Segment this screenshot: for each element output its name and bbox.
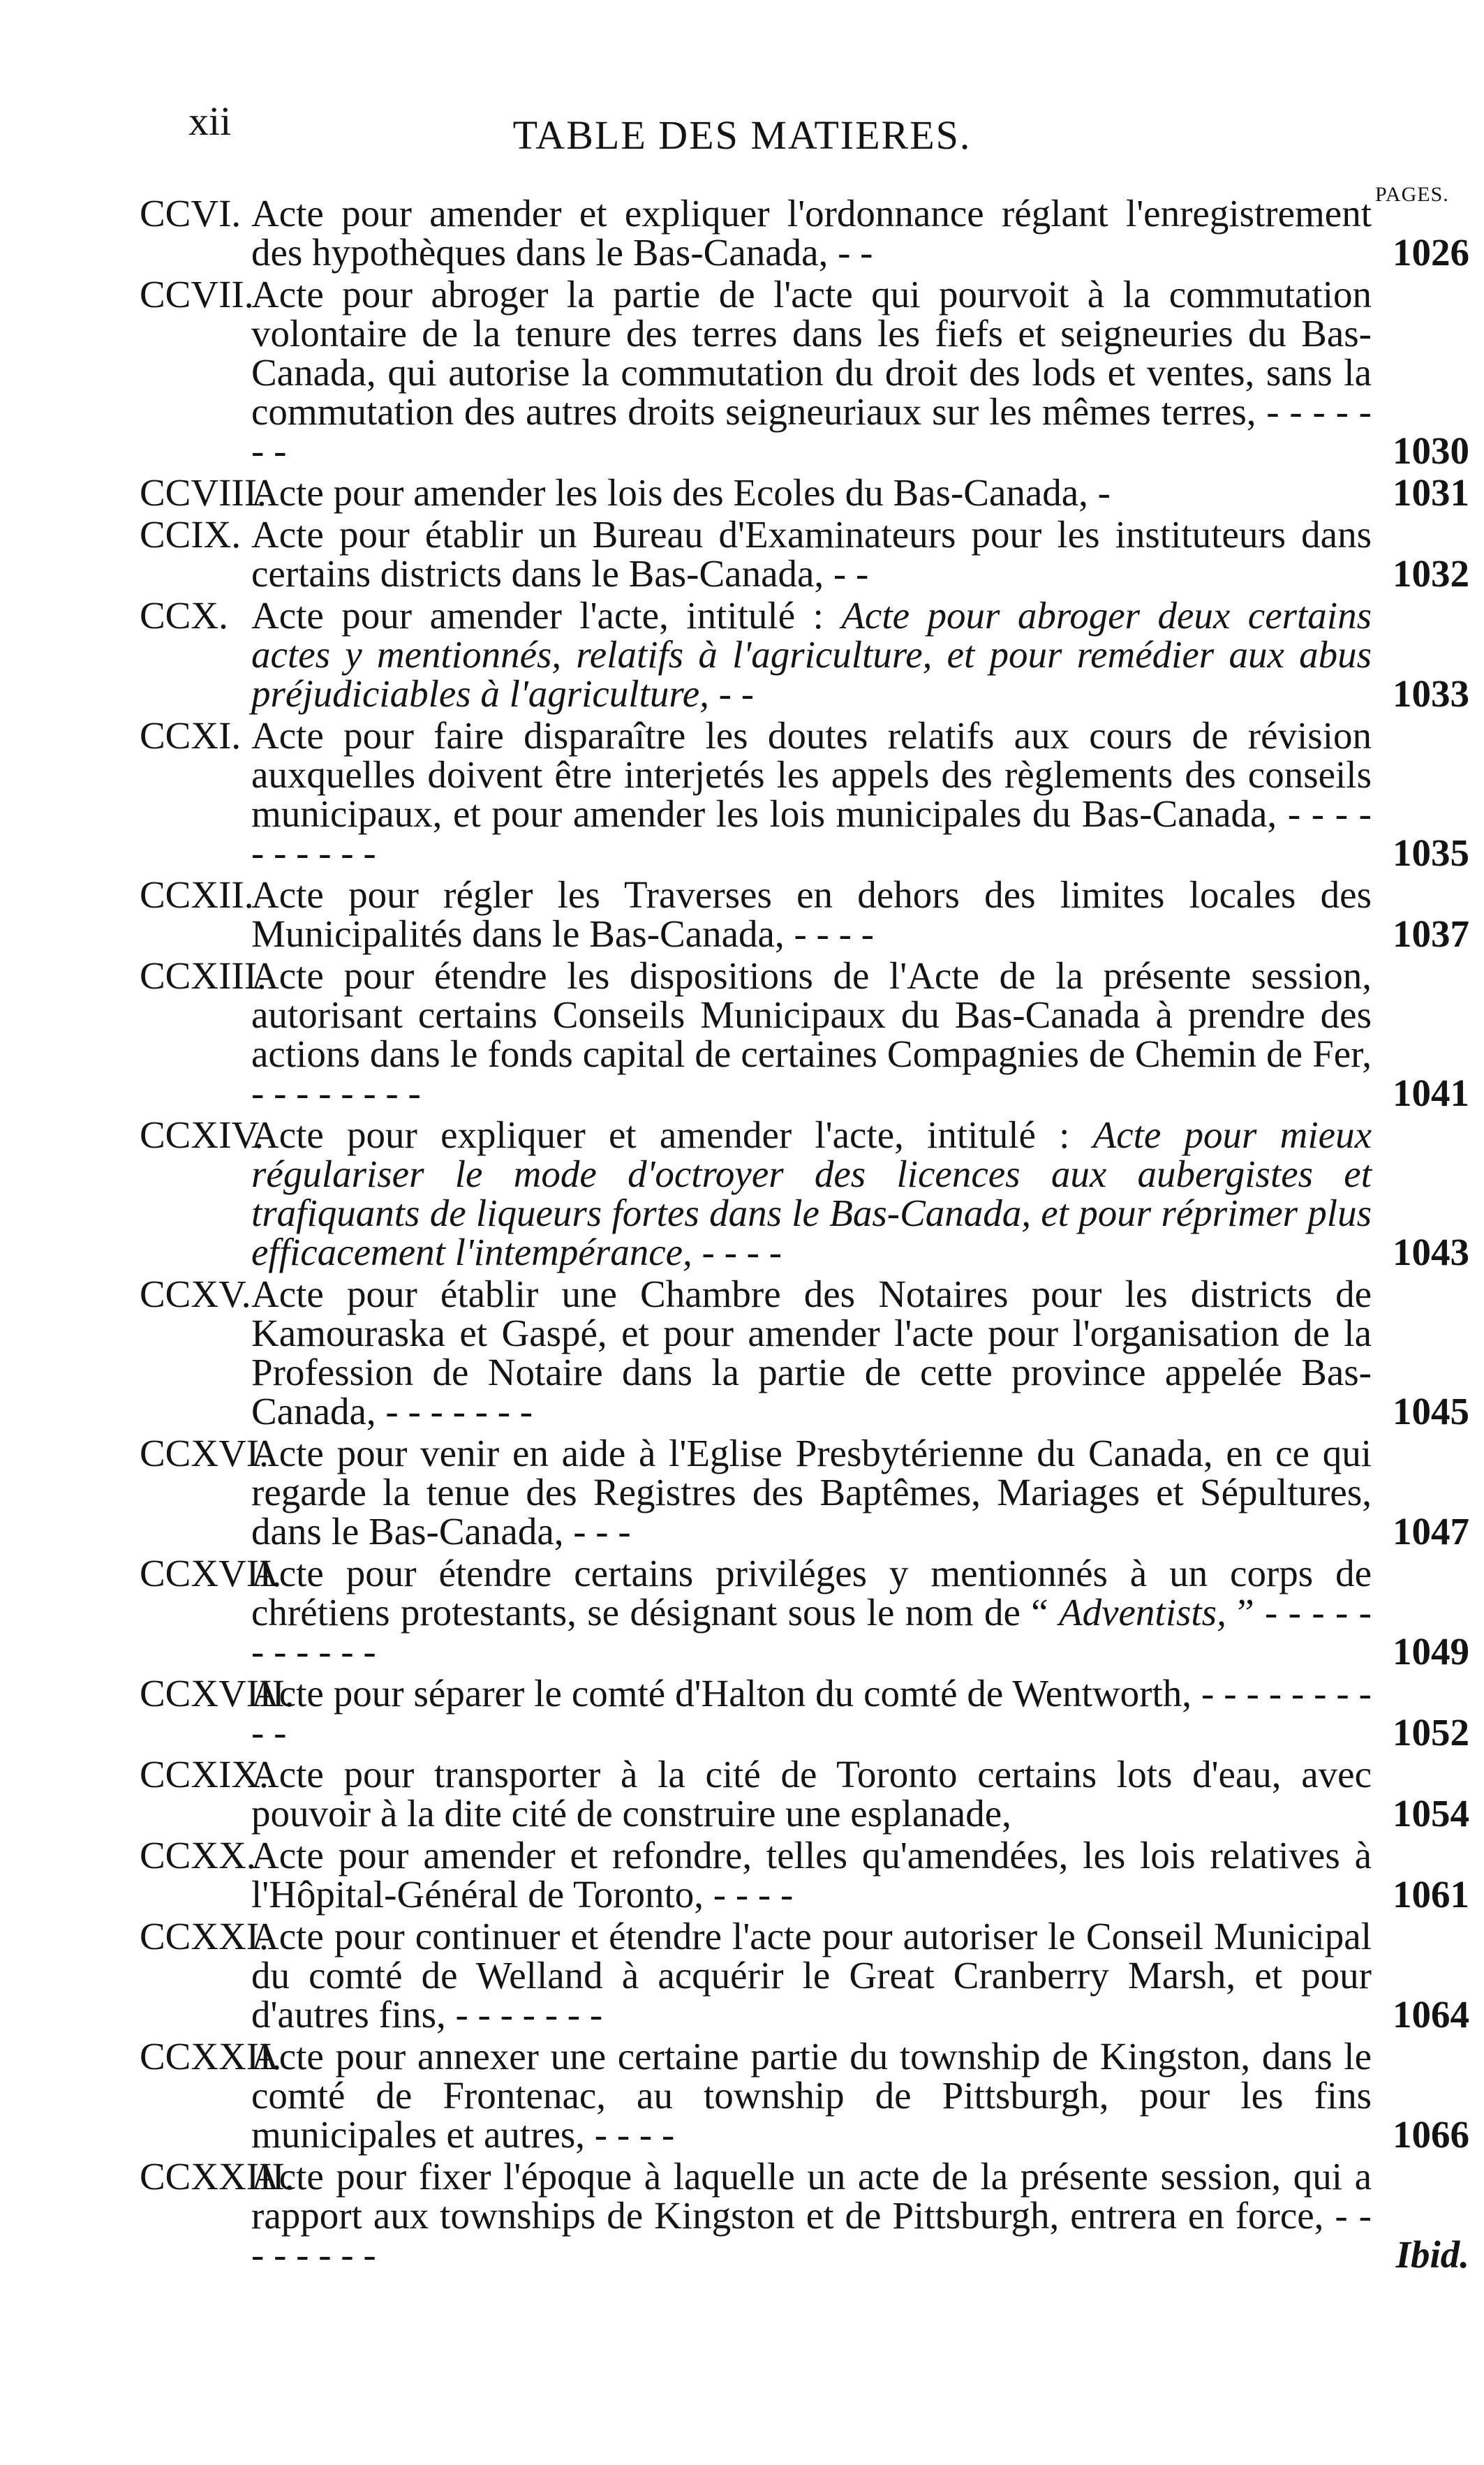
entry-number: CCXII. [140, 873, 254, 916]
entry-title [251, 194, 1372, 272]
page-title: TABLE DES MATIERES. [512, 112, 972, 158]
entry-leader: - - - - [692, 1231, 782, 1273]
entry-number: CCXXIII. [140, 2155, 295, 2198]
toc-entry [140, 1554, 1469, 1671]
entry-number: CCXV. [140, 1273, 251, 1315]
entry-text: Acte pour amender l'acte, intitulé : [251, 594, 842, 637]
entry-number: CCVIII. [140, 471, 267, 514]
entry-page-number: 1035 [1393, 831, 1469, 874]
toc-entry [140, 275, 1469, 471]
toc-entry [140, 716, 1469, 873]
table-of-contents [140, 194, 1469, 2277]
entry-page-number: 1030 [1393, 429, 1469, 472]
toc-entry [140, 1113, 1469, 1273]
entry-title [251, 1434, 1372, 1551]
entry-title [251, 1554, 1372, 1671]
entry-page-number: 1031 [1393, 471, 1469, 514]
entry-italic-title: Acte pour mieux régulariser le mode d'octroyer des licences aux aubergistes et trafiquants de liqueurs fortes dans le Bas-Canada, et pour réprimer plus efficacement l'intempérance, [251, 1113, 1372, 1273]
entry-title [251, 1917, 1372, 2034]
entry-title [251, 596, 1372, 713]
entry-number: CCXXII. [140, 2035, 282, 2078]
entry-text: Acte pour abroger la partie de l'acte qui pourvoit à la commutation volontaire de la tenure des terres dans les fiefs et seigneuries du Bas-Canada, qui autorise la commutation du droit des lods et ventes, sans la commutation des autres droits seigneuriaux sur les mêmes terres, - - - - - - - [251, 273, 1372, 472]
entry-title [251, 875, 1372, 954]
entry-number: CCXVI. [140, 1432, 269, 1474]
entry-text: Acte pour expliquer et amender l'acte, intitulé : [251, 1113, 1093, 1156]
entry-title [251, 275, 1372, 471]
entry-number: CCXVIII. [140, 1672, 295, 1715]
entry-page-number: 1041 [1393, 1072, 1469, 1114]
entry-number: CCXIX. [140, 1753, 269, 1796]
entry-text: Acte pour transporter à la cité de Toronto certains lots d'eau, avec pouvoir à la dite cité de construire une esplanade, [251, 1753, 1372, 1835]
entry-number: CCXI. [140, 714, 242, 757]
entry-page-number: 1037 [1393, 912, 1469, 955]
toc-entry [140, 194, 1469, 272]
entry-page-number: 1049 [1393, 1630, 1469, 1673]
toc-entry [140, 596, 1469, 713]
toc-entry [140, 1917, 1469, 2034]
entry-text: Acte pour annexer une certaine partie du township de Kingston, dans le comté de Frontenac, au township de Pittsburgh, pour les fins municipales et autres, - - - - [251, 2035, 1372, 2156]
entry-italic-title: Adventists, [1059, 1591, 1226, 1634]
entry-text: Acte pour venir en aide à l'Eglise Presbytérienne du Canada, en ce qui regarde la tenue des Registres des Baptêmes, Mariages et Sépultures, dans le Bas-Canada, - - - [251, 1432, 1372, 1553]
toc-entry [140, 515, 1469, 593]
entry-number: CCXVII. [140, 1552, 282, 1594]
entry-text: Acte pour étendre certains priviléges y mentionnés à un corps de chrétiens protestants, se désignant sous le nom de “ [251, 1552, 1372, 1634]
entry-number: CCXXI. [140, 1915, 269, 1957]
toc-entry [140, 473, 1469, 512]
entry-text: Acte pour établir un Bureau d'Examinateurs pour les instituteurs dans certains districts dans le Bas-Canada, - - [251, 513, 1372, 595]
entry-leader: ” - - - - - - - - - - - [251, 1591, 1372, 1673]
entry-page-number: 1066 [1393, 2113, 1469, 2156]
entry-page-number: 1047 [1393, 1510, 1469, 1553]
entry-number: CCVI. [140, 192, 242, 235]
entry-italic-title: Acte pour abroger deux certains actes y mentionnés, relatifs à l'agriculture, et pour remédier aux abus préjudiciables à l'agriculture, [251, 594, 1372, 715]
entry-page-number: 1043 [1393, 1231, 1469, 1273]
pages-column-label: PAGES. [1375, 183, 1449, 206]
entry-leader: - - [708, 672, 755, 715]
entry-title [251, 1674, 1372, 1752]
entry-text: Acte pour séparer le comté d'Halton du comté de Wentworth, - - - - - - - - - - [251, 1672, 1372, 1754]
entry-title [251, 956, 1372, 1113]
entry-text: Acte pour amender les lois des Ecoles du Bas-Canada, - [251, 471, 1111, 514]
entry-page-number: 1054 [1393, 1792, 1469, 1835]
entry-title [251, 1113, 1372, 1273]
page-number: xii [188, 98, 232, 144]
entry-text: Acte pour régler les Traverses en dehors des limites locales des Municipalités dans le Bas-Canada, - - - - [251, 873, 1372, 955]
entry-page-number: 1061 [1393, 1873, 1469, 1916]
toc-entry [140, 956, 1469, 1113]
entry-title [251, 1275, 1372, 1431]
entry-page-number: 1064 [1393, 1993, 1469, 2036]
entry-number: CCIX. [140, 513, 242, 556]
entry-text: Acte pour établir une Chambre des Notaires pour les districts de Kamouraska et Gaspé, et pour amender l'acte pour l'organisation de la Profession de Notaire dans la partie de cette province appelée Bas-Canada, - - - - - - - [251, 1273, 1372, 1433]
toc-entry [140, 2037, 1469, 2154]
entry-number: CCXIV. [140, 1113, 264, 1156]
toc-entry [140, 875, 1469, 954]
entry-title [251, 2157, 1372, 2274]
entry-number: CCXX. [140, 1834, 256, 1876]
toc-entry [140, 1275, 1469, 1431]
entry-text: Acte pour amender et expliquer l'ordonnance réglant l'enregistrement des hypothèques dans le Bas-Canada, - - [251, 192, 1372, 274]
entry-page-number: Ibid. [1395, 2233, 1469, 2276]
toc-entry [140, 1755, 1469, 1833]
entry-text: Acte pour amender et refondre, telles qu'amendées, les lois relatives à l'Hôpital-Général de Toronto, - - - - [251, 1834, 1372, 1916]
entry-page-number: 1052 [1393, 1711, 1469, 1754]
entry-title [251, 2037, 1372, 2154]
toc-entry [140, 1674, 1469, 1752]
toc-entry [140, 1434, 1469, 1551]
entry-number: CCX. [140, 594, 228, 637]
entry-text: Acte pour continuer et étendre l'acte pour autoriser le Conseil Municipal du comté de Welland à acquérir le Great Cranberry Marsh, et pour d'autres fins, - - - - - - - [251, 1915, 1372, 2036]
entry-title [251, 515, 1372, 593]
toc-entry [140, 1836, 1469, 1914]
entry-title [251, 716, 1372, 873]
entry-number: CCVII. [140, 273, 254, 316]
toc-entry [140, 2157, 1469, 2274]
entry-page-number: 1032 [1393, 552, 1469, 595]
entry-number: CCXIII. [140, 954, 267, 997]
entry-title [251, 1755, 1372, 1833]
entry-title [251, 1836, 1372, 1914]
entry-page-number: 1045 [1393, 1390, 1469, 1433]
entry-text: Acte pour faire disparaître les doutes relatifs aux cours de révision auxquelles doivent être interjetés les appels des règlements des conseils municipaux, et pour amender les lois municipales du Bas-Canada, - - - - - - - - - - [251, 714, 1372, 874]
entry-text: Acte pour étendre les dispositions de l'Acte de la présente session, autorisant certains Conseils Municipaux du Bas-Canada à prendre des actions dans le fonds capital de certaines Compagnies de Chemin de Fer, - - - - - - - - [251, 954, 1372, 1114]
entry-page-number: 1026 [1393, 231, 1469, 274]
entry-title [251, 473, 1372, 512]
entry-page-number: 1033 [1393, 672, 1469, 715]
entry-text: Acte pour fixer l'époque à laquelle un acte de la présente session, qui a rapport aux townships de Kingston et de Pittsburgh, entrera en force, - - - - - - - - [251, 2155, 1372, 2276]
